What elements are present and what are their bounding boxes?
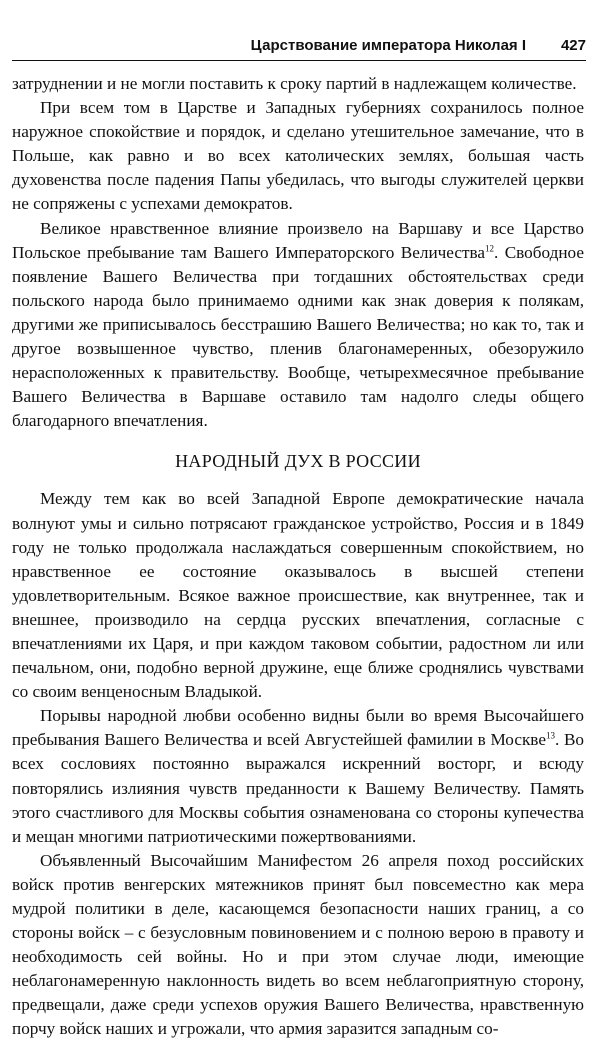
running-title: Царствование императора Николая I [250, 37, 526, 54]
paragraph-hungary: Объявленный Высочайшим Манифестом 26 апреля поход российских войск против венгерских мятежников принят был повсеместно как мера мудрой политики в деле, касающемся безопасности наших границ, а со стороны войск – с безусловным повиновением и с полною верою в правоту и необходимость сей войны. Но и при этом случае люди, имеющие неблагонамеренную наклонность видеть во всем неблагоприятную сторону, предвещали, даже среди успехов оружия Вашего Величества, нравственную порчу войск наших и угрожали, что армия заразится западным со- [12, 850, 584, 1039]
paragraph-moscow-text-b: . Во всех сословиях постоянно выражался искренний восторг, и всюду повторялись излияния чувств преданности к Вашему Величеству. Память этого счастливого для Москвы события ознаменована со стороны купечества и мещан многими патриотическими пожертвованиями. [12, 730, 584, 846]
footnote-ref-13: 13 [545, 730, 555, 741]
paragraph-warsaw [12, 217, 584, 434]
paragraph-kingdom-calm: При всем том в Царстве и Западных губерниях сохранилось полное наружное спокойствие и порядок, и сделано утешительное замечание, что в Польше, как равно и во всех католических землях, большая часть духовенства после падения Папы убедилась, что выгоды служителей церкви не сопряжены с успехами демократов. [12, 98, 584, 214]
paragraph-warsaw-text-b: . Свободное появление Вашего Величества при тогдашних обстоятельствах среди польского народа было принимаемо одними как знак доверия к полякам, другими же приписывалось бесстрашию Вашего Величества; но как то, так и другое возвышенное чувство, пленив благонамеренных, обезоружило нерасположенных к правительству. Вообще, четырехмесячное пребывание Вашего Величества в Варшаве оставило там надолго следы общего благодарного впечатления. [12, 242, 584, 431]
section-heading: НАРОДНЫЙ ДУХ В РОССИИ [175, 451, 421, 472]
page-number: 427 [560, 37, 586, 54]
body-text [12, 72, 584, 1042]
paragraph-moscow-text-a: Порывы народной любви особенно видны были во время Высочайшего пребывания Вашего Величества и всей Августейшей фамилии в Москве [12, 706, 584, 750]
footnote-ref-12: 12 [485, 242, 494, 253]
paragraph-warsaw-text-a: Великое нравственное влияние произвело на Варшаву и все Царство Польское пребывание там Вашего Императорского Величества [12, 218, 584, 262]
running-header [12, 34, 586, 61]
paragraph-continuation: затруднении и не могли поставить к сроку партий в надлежащем количестве. [12, 74, 577, 93]
paragraph-europe: Между тем как во всей Западной Европе демократические начала волнуют умы и сильно потрясают гражданское устройство, Россия и в 1849 году не только продолжала наслаждаться совершенным спокойствием, но нравственное ее состояние оказывалось в высшей степени удовлетворительным. Всякое важное происшествие, как внутреннее, так и внешнее, производило на сердца русских впечатления, согласные с впечатлениями их Царя, и при каждом таковом событии, радостном ли или печальном, они, подобно верной дружине, еще ближе сроднялись чувствами со своим венценосным Владыкой. [12, 489, 584, 702]
paragraph-moscow [12, 704, 584, 849]
